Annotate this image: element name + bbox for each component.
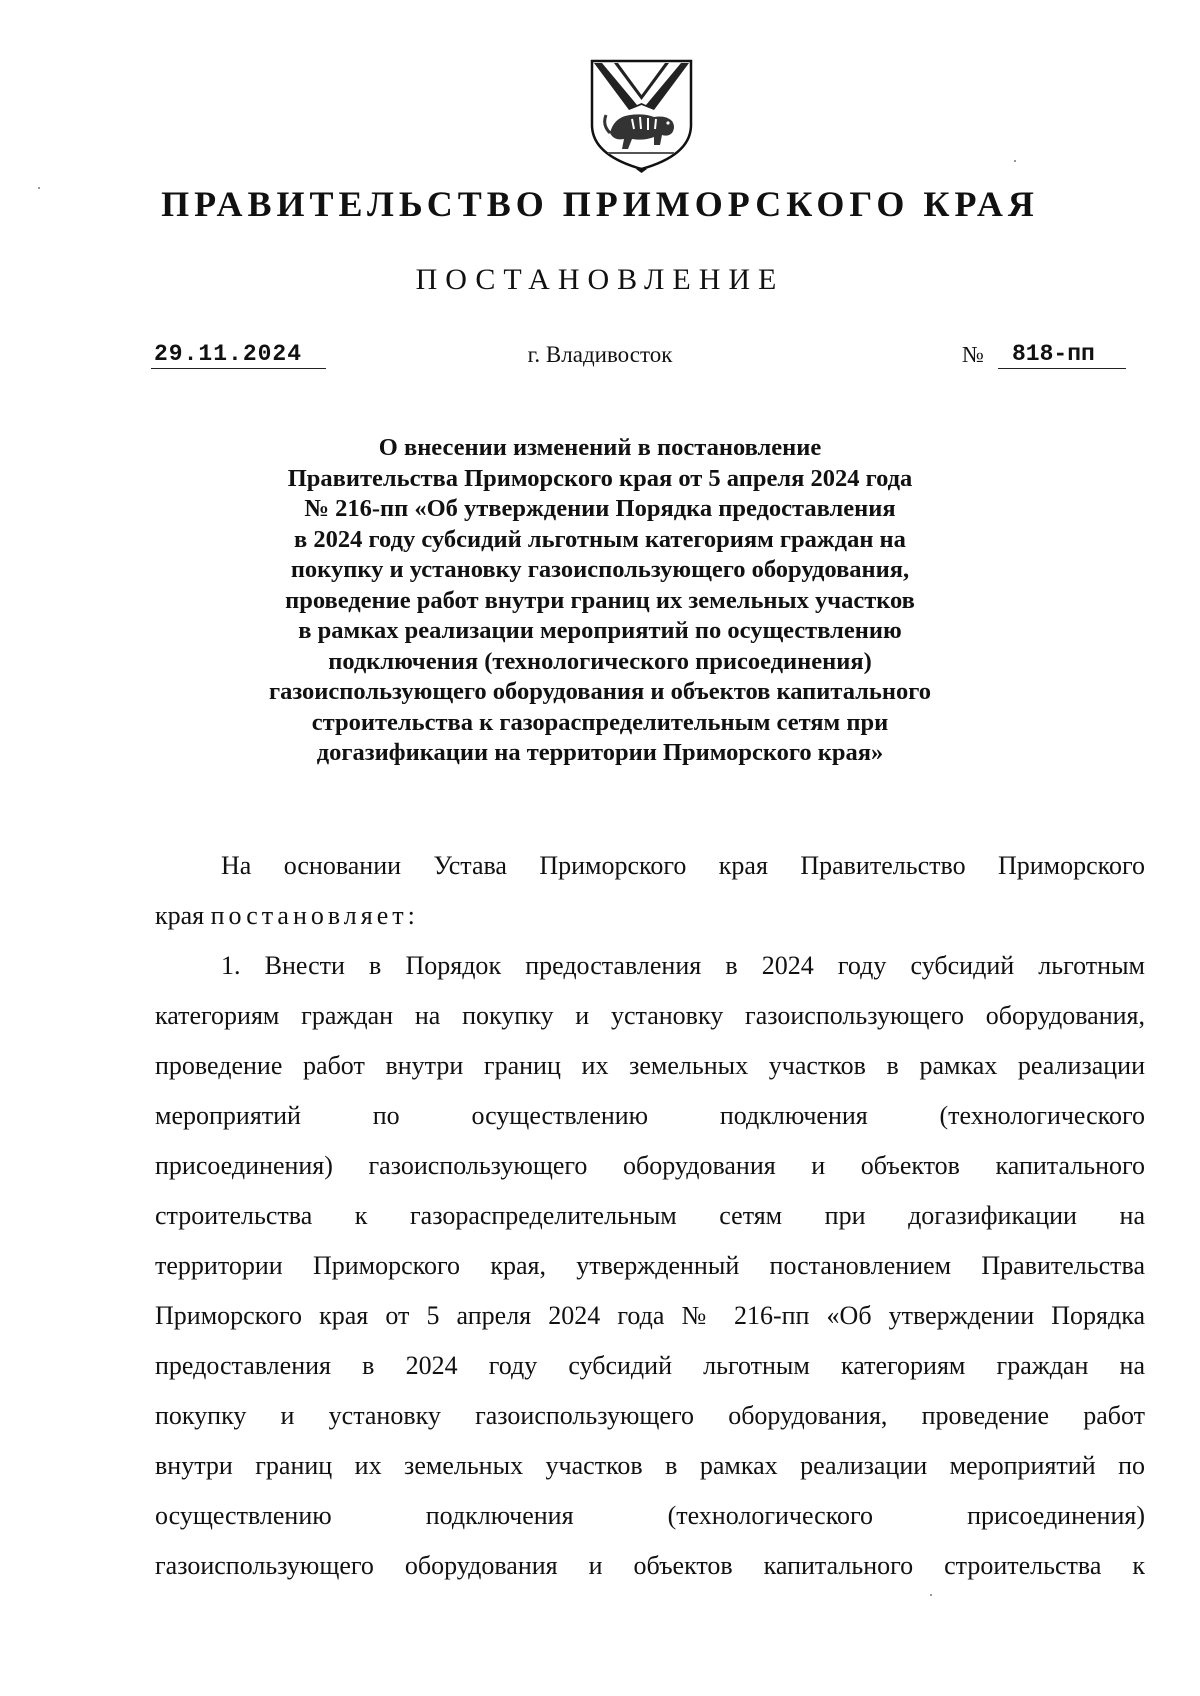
resolves-word: постановляет: [210, 901, 419, 930]
document-date: 29.11.2024 [151, 340, 326, 369]
number-sign: № [962, 342, 984, 367]
government-title: ПРАВИТЕЛЬСТВО ПРИМОРСКОГО КРАЯ [161, 184, 1039, 224]
scan-speck [1014, 160, 1016, 162]
heading-line: № 216-пп «Об утверждении Порядка предоставления [304, 495, 896, 522]
document-number: 818-пп [998, 340, 1126, 369]
heading-line: в рамках реализации мероприятий по осуществлению [298, 617, 902, 644]
body-line: внутри границ их земельных участков в рамках реализации мероприятий по [155, 1451, 1145, 1480]
body-line: строительства к газораспределительным сетям при догазификации на [155, 1201, 1145, 1230]
body-line: проведение работ внутри границ их земельных участков в рамках реализации [155, 1051, 1145, 1080]
body-line: Приморского края от 5 апреля 2024 года № 216-пп «Об утверждении Порядка [155, 1301, 1145, 1330]
heading-line: в 2024 году субсидий льготным категориям граждан на [294, 525, 906, 553]
body-line: мероприятий по осуществлению подключения (технологического [155, 1101, 1145, 1130]
scan-speck [38, 187, 40, 189]
body-line: осуществлению подключения (технологического присоединения) [155, 1501, 1145, 1530]
document-city: г. Владивосток [527, 342, 673, 367]
body-line: предоставления в 2024 году субсидий льготным категориям граждан на [155, 1351, 1145, 1380]
preamble-text: края [155, 901, 211, 930]
body-line: территории Приморского края, утвержденный постановлением Правительства [155, 1251, 1145, 1280]
heading-line: подключения (технологического присоединения) [328, 647, 872, 675]
document-type: ПОСТАНОВЛЕНИЕ [415, 263, 785, 296]
document-body [155, 841, 1145, 1591]
heading-line: О внесении изменений в постановление [378, 434, 822, 461]
body-line: 1. Внести в Порядок предоставления в 2024 году субсидий льготным [221, 951, 1145, 980]
preamble-line [155, 891, 1145, 941]
body-line: категориям граждан на покупку и установку газоиспользующего оборудования, [155, 1001, 1145, 1030]
body-line: присоединения) газоиспользующего оборудования и объектов капитального [155, 1151, 1145, 1180]
heading-line: проведение работ внутри границ их земельных участков [285, 586, 915, 614]
heading-line: покупку и установку газоиспользующего оборудования, [290, 556, 910, 583]
preamble-line: На основании Устава Приморского края Правительство Приморского [221, 851, 1145, 880]
coat-of-arms-icon [588, 55, 695, 173]
heading-line: газоиспользующего оборудования и объектов капитального [268, 678, 932, 705]
heading-line: Правительства Приморского края от 5 апреля 2024 года [287, 464, 913, 492]
heading-line: догазификации на территории Приморского края» [316, 739, 884, 766]
heading-line: строительства к газораспределительным сетям при [311, 708, 889, 736]
body-line: покупку и установку газоиспользующего оборудования, проведение работ [155, 1401, 1145, 1430]
body-line: газоиспользующего оборудования и объектов капитального строительства к [155, 1551, 1145, 1580]
document-heading [200, 433, 1000, 769]
scan-speck [930, 1594, 932, 1596]
